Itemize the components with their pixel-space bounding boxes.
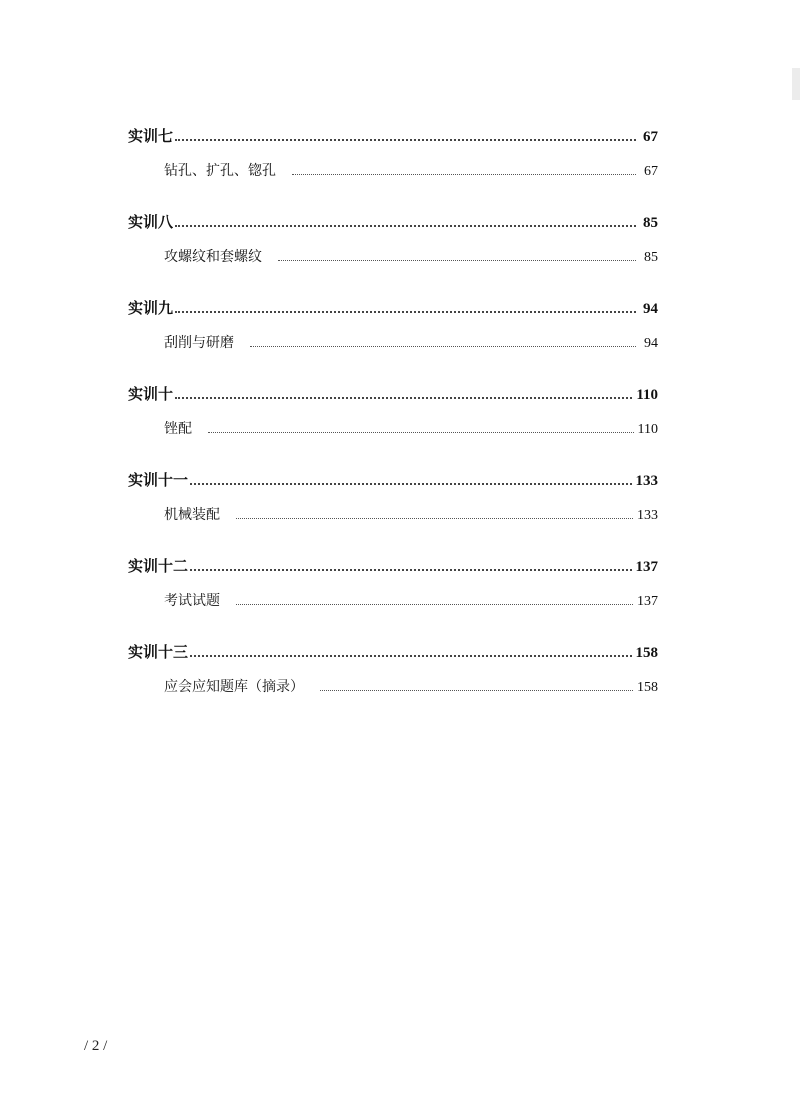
dot-leader xyxy=(236,604,633,605)
chapter-entry[interactable] xyxy=(128,462,658,490)
dot-leader xyxy=(236,518,633,519)
dot-leader xyxy=(250,346,636,347)
chapter-page-number: 110 xyxy=(636,387,658,403)
chapter-entry[interactable] xyxy=(128,548,658,576)
chapter-entry[interactable] xyxy=(128,634,658,662)
chapter-title: 实训八 xyxy=(128,213,174,231)
dot-leader xyxy=(278,260,636,261)
subitem-title: 刮削与研磨 xyxy=(164,335,234,351)
subitem-page-number: 67 xyxy=(644,164,658,179)
dot-leader xyxy=(208,432,634,433)
page-number-footer: / 2 / xyxy=(84,1038,108,1054)
toc-section xyxy=(128,376,658,438)
chapter-page-number: 133 xyxy=(635,473,658,489)
toc-section xyxy=(128,118,658,180)
chapter-page-number: 85 xyxy=(643,215,658,231)
subitem-page-number: 133 xyxy=(637,508,658,523)
chapter-entry[interactable] xyxy=(128,204,658,232)
chapter-page-number: 67 xyxy=(643,129,658,145)
chapter-page-number: 158 xyxy=(635,645,658,661)
chapter-entry[interactable] xyxy=(128,290,658,318)
chapter-title: 实训十一 xyxy=(128,471,189,489)
subitem-title: 锉配 xyxy=(164,421,192,437)
subitem-title: 钻孔、扩孔、锪孔 xyxy=(164,163,276,179)
table-of-contents xyxy=(128,118,658,720)
subitem-entry[interactable] xyxy=(128,662,658,696)
subitem-entry[interactable] xyxy=(128,146,658,180)
subitem-title: 攻螺纹和套螺纹 xyxy=(164,249,262,265)
dot-leader xyxy=(292,174,636,175)
toc-section xyxy=(128,634,658,696)
toc-section xyxy=(128,462,658,524)
subitem-entry[interactable] xyxy=(128,490,658,524)
chapter-title: 实训十二 xyxy=(128,557,189,575)
subitem-title: 考试试题 xyxy=(164,593,220,609)
chapter-entry[interactable] xyxy=(128,118,658,146)
dot-leader xyxy=(175,397,632,399)
toc-section xyxy=(128,204,658,266)
dot-leader xyxy=(190,569,631,571)
dot-leader xyxy=(175,225,636,227)
dot-leader xyxy=(175,139,636,141)
scroll-edge-indicator xyxy=(792,68,800,100)
subitem-page-number: 94 xyxy=(644,336,658,351)
toc-section xyxy=(128,548,658,610)
dot-leader xyxy=(190,483,631,485)
chapter-entry[interactable] xyxy=(128,376,658,404)
subitem-page-number: 137 xyxy=(637,594,658,609)
chapter-page-number: 94 xyxy=(643,301,658,317)
dot-leader xyxy=(190,655,631,657)
subitem-title: 机械装配 xyxy=(164,507,220,523)
chapter-title: 实训七 xyxy=(128,127,174,145)
subitem-page-number: 158 xyxy=(637,680,658,695)
subitem-entry[interactable] xyxy=(128,404,658,438)
toc-section xyxy=(128,290,658,352)
chapter-page-number: 137 xyxy=(635,559,658,575)
subitem-entry[interactable] xyxy=(128,232,658,266)
subitem-entry[interactable] xyxy=(128,318,658,352)
dot-leader xyxy=(175,311,636,313)
subitem-page-number: 85 xyxy=(644,250,658,265)
subitem-entry[interactable] xyxy=(128,576,658,610)
chapter-title: 实训十三 xyxy=(128,643,189,661)
dot-leader xyxy=(320,690,633,691)
subitem-title: 应会应知题库（摘录） xyxy=(164,679,304,695)
chapter-title: 实训九 xyxy=(128,299,174,317)
chapter-title: 实训十 xyxy=(128,385,174,403)
subitem-page-number: 110 xyxy=(637,422,658,437)
